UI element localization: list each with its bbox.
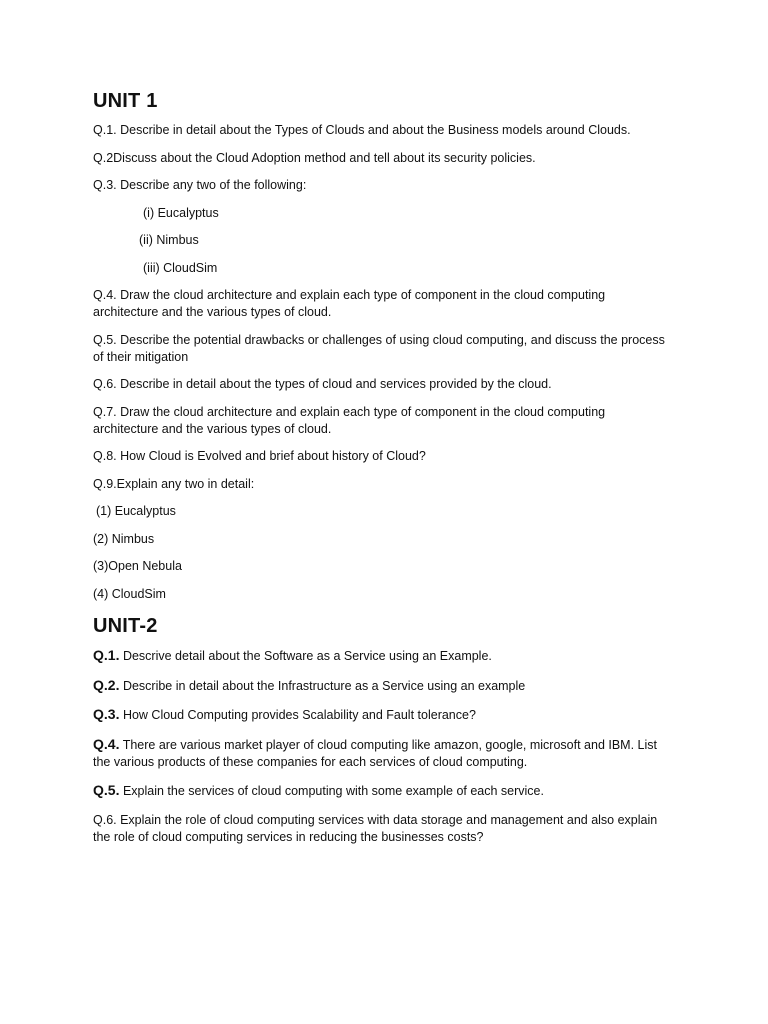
unit1-q9-option-3: (3)Open Nebula — [93, 559, 182, 573]
unit2-heading: UNIT-2 — [93, 615, 158, 637]
unit2-question-3 — [93, 706, 668, 724]
unit2-question-4 — [93, 736, 668, 771]
unit1-q9-option-1: (1) Eucalyptus — [96, 504, 176, 518]
unit1-question-1: Q.1. Describe in detail about the Types of Clouds and about the Business models around Clouds. — [93, 123, 631, 137]
unit1-question-5: Q.5. Describe the potential drawbacks or challenges of using cloud computing, and discuss the process of their mitigation — [93, 332, 665, 364]
question-text: How Cloud Computing provides Scalability and Fault tolerance? — [119, 708, 476, 722]
unit1-question-6: Q.6. Describe in detail about the types of cloud and services provided by the cloud. — [93, 377, 552, 391]
unit2-question-6 — [93, 812, 668, 846]
unit1-q3-option-ii: (ii) Nimbus — [139, 233, 199, 247]
unit1-q9-option-2: (2) Nimbus — [93, 531, 155, 546]
unit1-heading: UNIT 1 — [93, 90, 158, 112]
question-text: Describe in detail about the Infrastructure as a Service using an example — [119, 678, 526, 693]
unit2-question-5 — [93, 782, 668, 800]
unit2-question-1 — [93, 647, 668, 665]
unit1-questions — [93, 122, 668, 603]
unit1-q3-option-i: (i) Eucalyptus — [143, 205, 219, 220]
question-text: Descrive detail about the Software as a Service using an Example. — [119, 649, 492, 663]
unit2-questions — [93, 647, 668, 846]
question-text: Explain the services of cloud computing with some example of each service. — [119, 784, 544, 798]
question-number: Q.2. — [93, 676, 120, 693]
unit1-question-9: Q.9.Explain any two in detail: — [93, 476, 255, 491]
unit1-question-4: Q.4. Draw the cloud architecture and explain each type of component in the cloud computing architecture and the various types of cloud. — [93, 288, 606, 319]
unit1-question-2: Q.2Discuss about the Cloud Adoption method and tell about its security policies. — [93, 150, 536, 165]
question-number: Q.1. — [93, 647, 120, 663]
question-text: There are various market player of cloud computing like amazon, google, microsoft and IBM. List the various products of these companies for each services of cloud computing. — [93, 737, 657, 769]
unit1-question-7: Q.7. Draw the cloud architecture and explain each type of component in the cloud computing architecture and the various types of cloud. — [93, 404, 606, 436]
unit2-question-2 — [93, 677, 668, 695]
unit1-question-8: Q.8. How Cloud is Evolved and brief about history of Cloud? — [93, 449, 426, 463]
question-number: Q.5. — [93, 782, 120, 798]
unit1-q9-option-4: (4) CloudSim — [93, 586, 166, 601]
question-number: Q.3. — [93, 706, 120, 722]
question-number: Q.4. — [93, 735, 120, 752]
question-text: Q.6. Explain the role of cloud computing services with data storage and management and also explain the role of cloud computing services in reducing the businesses costs? — [93, 812, 658, 844]
unit1-question-3: Q.3. Describe any two of the following: — [93, 178, 307, 192]
unit1-q3-option-iii: (iii) CloudSim — [143, 260, 218, 275]
